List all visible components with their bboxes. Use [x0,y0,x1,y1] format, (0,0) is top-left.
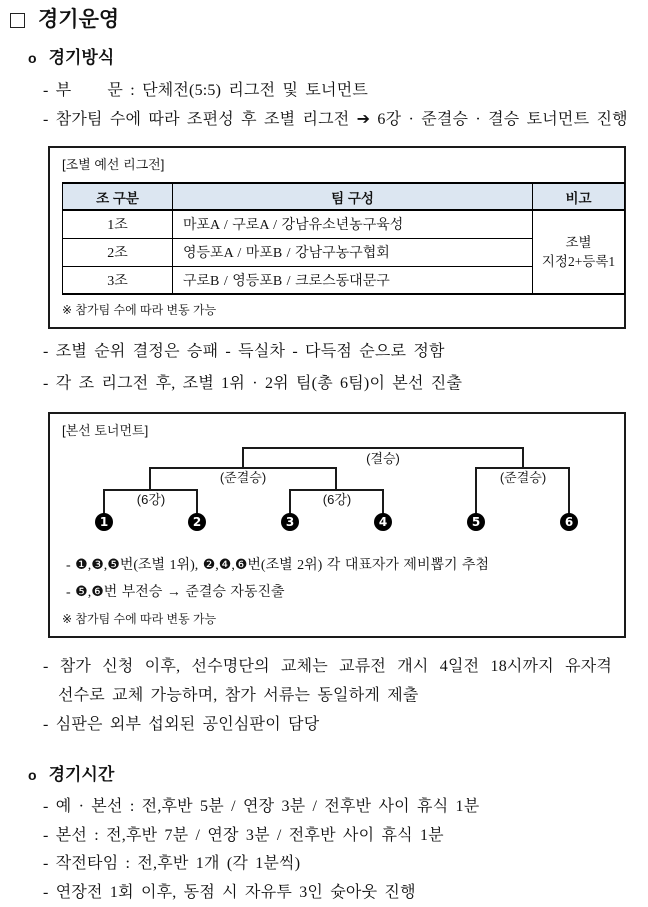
bracket-note: - ❶,❸,❺번(조별 1위), ❷,❹,❻번(조별 2위) 각 대표자가 제비뽑기 추첨 [66,552,612,579]
bracket-line [149,467,151,491]
bracket-line [103,489,105,515]
section-heading-time [28,764,638,786]
list-item-continuation: 선수로 교체 가능하며, 참가 서류는 동일하게 제출 [58,681,638,710]
seed-1: 1 [95,513,113,531]
table-row [63,210,625,238]
bracket-notes [66,552,612,606]
bracket-line-qf-right [289,489,384,491]
round-label-semi-left: (준결승) [218,470,268,486]
list-item: - 작전타임 : 전,후반 1개 (각 1분씩) [43,850,638,879]
bracket-line [335,467,337,491]
bracket-line [196,489,198,515]
page-title [8,6,638,34]
list-item: - 예 · 본선 : 전,후반 5분 / 연장 3분 / 전후반 사이 휴식 1분 [43,793,638,822]
table-header-row [63,183,625,210]
list-item: - 본선 : 전,후반 7분 / 연장 3분 / 전후반 사이 휴식 1분 [43,822,638,851]
list-item: - 참가팀 수에 따라 조편성 후 조별 리그전 ➔ 6강 · 준결승 · 결승 토너먼트 진행 [43,105,638,134]
list-item: - 심판은 외부 섭외된 공인심판이 담당 [43,710,638,739]
list-item: - 연장전 1회 이후, 동점 시 자유투 3인 슛아웃 진행 [43,879,638,907]
bracket-line [568,467,570,515]
bracket-box [48,412,626,638]
bracket-line-semi-left [149,467,337,469]
league-footnote: ※ 참가팀 수에 따라 변동 가능 [62,303,612,318]
league-table [62,182,625,295]
bracket-footnote: ※ 참가팀 수에 따라 변동 가능 [62,611,612,627]
section-heading-time-text: 경기시간 [49,764,115,786]
league-box [48,146,626,329]
cell-group: 3조 [63,266,173,294]
bracket-line-final [243,447,524,449]
league-box-label: [조별 예선 리그전] [62,157,612,173]
column-header-group: 조 구분 [63,183,173,210]
round-label-qf-right: (6강) [321,492,353,508]
bracket-line [522,447,524,469]
cell-teams: 구로B / 영등포B / 크로스동대문구 [173,266,533,294]
round-label-final: (결승) [364,451,402,467]
remark-line: 조별 [533,233,624,252]
list-item: - 각 조 리그전 후, 조별 1위 · 2위 팀(총 6팀)이 본선 진출 [43,368,638,400]
bracket-line [475,467,477,515]
cell-teams: 영등포A / 마포B / 강남구농구협회 [173,238,533,266]
cell-remark [533,210,625,294]
bracket-line [382,489,384,515]
post-items [8,652,638,739]
column-header-remark: 비고 [533,183,625,210]
page-title-text: 경기운영 [38,6,119,34]
round-label-qf-left: (6강) [135,492,167,508]
column-header-teams: 팀 구성 [173,183,533,210]
square-bullet-icon [10,13,25,28]
list-item: - 조별 순위 결정은 승패 - 득실차 - 다득점 순으로 정함 [43,336,638,368]
bracket-line-qf-left [103,489,198,491]
round-label-semi-right: (준결승) [498,470,548,486]
bracket-line-semi-right [475,467,570,469]
section-heading-method-text: 경기방식 [49,47,115,69]
seed-5: 5 [467,513,485,531]
bracket-box-label: [본선 토너먼트] [62,423,612,439]
circle-bullet-icon: o [28,764,37,786]
bracket-line [242,447,244,469]
section-heading-method [28,47,638,69]
circle-bullet-icon: o [28,47,37,69]
cell-group: 1조 [63,210,173,238]
seed-2: 2 [188,513,206,531]
bracket-note: - ❺,❻번 부전승 → 준결승 자동진출 [66,579,612,606]
seed-4: 4 [374,513,392,531]
seed-3: 3 [281,513,299,531]
list-item: - 참가 신청 이후, 선수명단의 교체는 교류전 개시 4일전 18시까지 유자격 [43,652,638,681]
list-item: - 부 문 : 단체전(5:5) 리그전 및 토너먼트 [43,76,638,105]
time-items [8,793,638,907]
cell-teams: 마포A / 구로A / 강남유소년농구육성 [173,210,533,238]
mid-items [8,336,638,400]
remark-line: 지정2+등록1 [533,252,624,271]
cell-group: 2조 [63,238,173,266]
seed-6: 6 [560,513,578,531]
method-items [8,76,638,134]
bracket-line [289,489,291,515]
tournament-bracket [62,443,612,539]
